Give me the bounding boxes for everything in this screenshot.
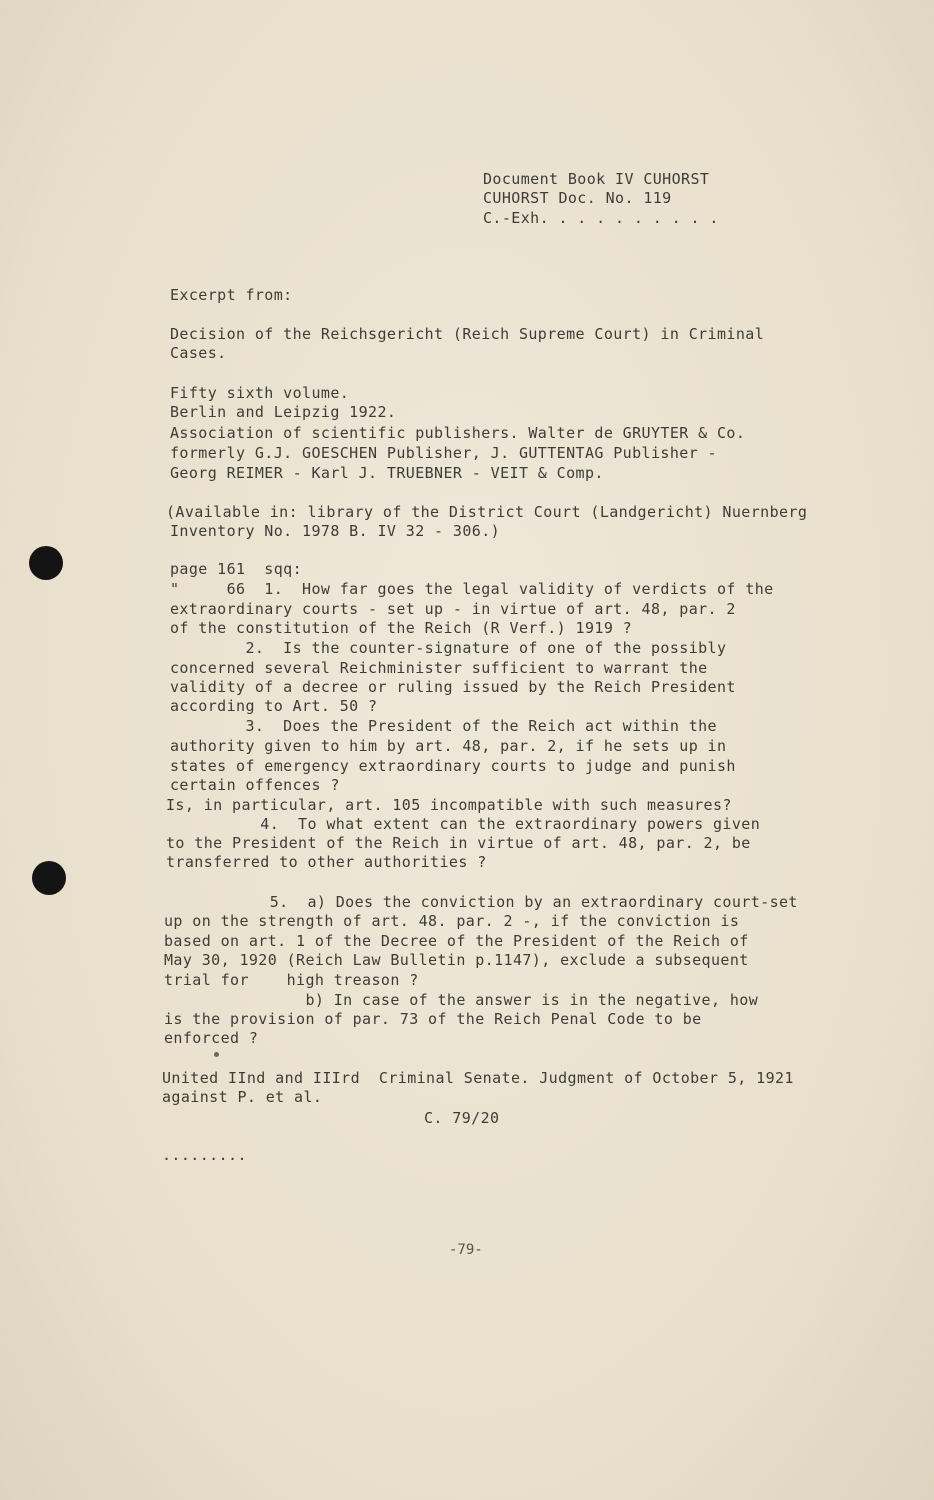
availability-line1: (Available in: library of the District Court (Landgericht) Nuernberg [166,503,808,521]
exhibit-label: C.-Exh. . . . . . . . . . [483,209,719,227]
question-5b-line2: is the provision of par. 73 of the Reich Penal Code to be [164,1010,702,1028]
question-3-line5: Is, in particular, art. 105 incompatible with such measures? [166,796,732,814]
publishers-line1: Association of scientific publishers. Walter de GRUYTER & Co. [170,424,746,442]
question-3-line2: authority given to him by art. 48, par. 2, if he sets up in [170,737,727,755]
question-4-line3: transferred to other authorities ? [166,853,487,871]
publishers-line2: formerly G.J. GOESCHEN Publisher, J. GUTTENTAG Publisher - [170,444,717,462]
question-3-line3: states of emergency extraordinary courts to judge and punish [170,757,736,775]
question-4-line1: 4. To what extent can the extraordinary powers given [166,815,761,833]
question-1-line2: extraordinary courts - set up - in virtue of art. 48, par. 2 [170,600,736,618]
ink-speck [214,1052,219,1057]
question-5a-line5: trial for high treason ? [164,971,419,989]
question-3-line1: 3. Does the President of the Reich act within the [170,717,717,735]
question-5a-line3: based on art. 1 of the Decree of the President of the Reich of [164,932,749,950]
question-2-line3: validity of a decree or ruling issued by the Reich President [170,678,736,696]
volume-line: Fifty sixth volume. [170,384,350,402]
case-number: C. 79/20 [424,1109,500,1127]
punch-hole-bottom [32,861,66,895]
question-2-line2: concerned several Reichminister sufficient to warrant the [170,659,708,677]
question-4-line2: to the President of the Reich in virtue of art. 48, par. 2, be [166,834,751,852]
question-5a-line4: May 30, 1920 (Reich Law Bulletin p.1147), exclude a subsequent [164,951,749,969]
availability-line2: Inventory No. 1978 B. IV 32 - 306.) [170,522,501,540]
question-5a-line1: 5. a) Does the conviction by an extraordinary court-set [166,893,798,911]
question-3-line4: certain offences ? [170,776,340,794]
question-1-line3: of the constitution of the Reich (R Verf.) 1919 ? [170,619,633,637]
question-2-line4: according to Art. 50 ? [170,697,378,715]
decision-title-line2: Cases. [170,344,227,362]
question-5b-line1: b) In case of the answer is in the negative, how [164,991,759,1009]
place-line: Berlin and Leipzig 1922. [170,403,397,421]
question-5a-line2: up on the strength of art. 48. par. 2 -, if the conviction is [164,912,740,930]
punch-hole-top [29,546,63,580]
page-number: -79- [449,1242,483,1258]
question-2-line1: 2. Is the counter-signature of one of the possibly [170,639,727,657]
excerpt-label: Excerpt from: [170,286,293,304]
judgment-line1: United IInd and IIIrd Criminal Senate. Judgment of October 5, 1921 [162,1069,794,1087]
document-number-label: CUHORST Doc. No. 119 [483,189,672,207]
publishers-line3: Georg REIMER - Karl J. TRUEBNER - VEIT & Comp. [170,464,604,482]
document-book-label: Document Book IV CUHORST [483,170,710,188]
page-reference: page 161 sqq: [170,560,303,578]
closing-dots: ......... [162,1146,247,1164]
question-1-line1: " 66 1. How far goes the legal validity of verdicts of the [170,580,774,598]
judgment-line2: against P. et al. [162,1088,323,1106]
decision-title-line1: Decision of the Reichsgericht (Reich Supreme Court) in Criminal [170,325,765,343]
question-5b-line3: enforced ? [164,1029,259,1047]
